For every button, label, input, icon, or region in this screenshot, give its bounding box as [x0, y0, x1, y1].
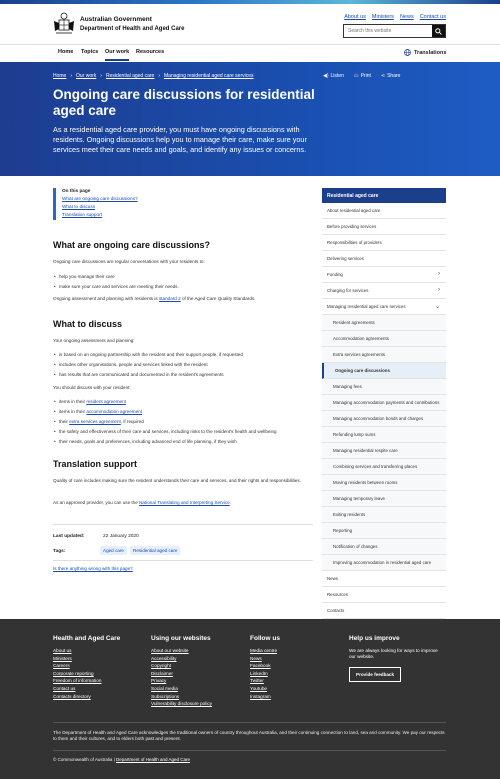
footer-heading: Follow us: [250, 635, 280, 642]
search-input[interactable]: [344, 25, 432, 37]
on-this-page: [53, 188, 173, 220]
divider: [53, 560, 313, 561]
footer-links: [151, 648, 212, 706]
government-crest-icon[interactable]: [53, 11, 75, 35]
footer-link[interactable]: Contacts directory: [53, 693, 91, 699]
sidebar-item-label: Managing temporary leave: [333, 496, 385, 501]
speaker-icon: ◀): [323, 73, 329, 79]
breadcrumb: [53, 73, 254, 79]
chevron-right-icon[interactable]: ›: [438, 271, 440, 277]
footer-link[interactable]: LinkedIn: [250, 670, 268, 676]
footer-col-websites: [151, 635, 212, 709]
sidebar-list: [322, 203, 446, 619]
footer-link[interactable]: Subscriptions: [151, 693, 180, 699]
footer-link[interactable]: Facebook: [250, 663, 271, 669]
breadcrumb-separator: ›: [158, 73, 161, 79]
share-button[interactable]: [381, 73, 401, 79]
list-item: • is based on an ongoing partnership with the resident and their support people, if requested: [59, 352, 313, 357]
list-item: • their needs, goals and preferences, including advanced end of life planning, if they wish: [59, 439, 313, 444]
sidebar-item[interactable]: [322, 331, 446, 347]
sidebar-item-label: News: [327, 576, 338, 581]
sidebar-item[interactable]: [322, 603, 446, 619]
footer-link[interactable]: Twitter: [250, 678, 264, 684]
paragraph: You should discuss with your resident:: [53, 385, 131, 390]
text: items in their: [59, 399, 87, 404]
utility-links: [344, 14, 446, 20]
department-link[interactable]: Department of Health and Aged Care: [116, 757, 191, 762]
search-button[interactable]: [432, 25, 445, 37]
sidebar-item-label: Charging for services: [327, 288, 369, 293]
sidebar-item-label: Funding: [327, 272, 343, 277]
nav-home[interactable]: Home: [58, 49, 74, 55]
text: Ongoing assessment and planning with residents is: [53, 296, 159, 301]
globe-icon: [404, 49, 411, 56]
sidebar-item[interactable]: [322, 475, 446, 491]
sidebar-item[interactable]: [322, 491, 446, 507]
section-heading: Translation support: [53, 459, 138, 469]
sidebar-item-label: Before providing services: [327, 224, 377, 229]
tis-link[interactable]: National Translating and Interpreting Service: [139, 500, 230, 505]
search-box: [343, 24, 446, 38]
site-header: [0, 4, 500, 44]
footer-link[interactable]: Careers: [53, 663, 70, 669]
sidebar-item-label: Managing residential respite care: [333, 448, 398, 453]
translations-button[interactable]: [404, 49, 446, 56]
resident-agreement-link[interactable]: resident agreement: [86, 399, 126, 404]
sidebar-item[interactable]: [322, 235, 446, 251]
list-item: • includes other organisations, people and services linked with the resident: [59, 362, 313, 367]
footer-link[interactable]: Privacy: [151, 678, 167, 684]
listen-label: Listen: [330, 73, 344, 79]
sidebar-item-label: Managing fees: [333, 384, 362, 389]
footer-heading: Help us improve: [349, 635, 400, 642]
sidebar-item-label: Improving accommodation in residential aged care: [333, 560, 432, 565]
about-us-link[interactable]: About us: [344, 14, 366, 20]
breadcrumb-separator: ›: [100, 73, 102, 79]
translations-label: Translations: [414, 49, 447, 56]
breadcrumb-managing-services[interactable]: Managing residential aged care services: [164, 73, 254, 79]
sidebar-item[interactable]: [322, 587, 446, 603]
sidebar-item[interactable]: [322, 267, 446, 283]
breadcrumb-residential-aged-care[interactable]: Residential aged care: [105, 73, 155, 79]
site-footer: [0, 619, 500, 779]
text: , if required: [120, 419, 144, 424]
footer-link[interactable]: Media centre: [250, 648, 278, 653]
sidebar-item[interactable]: [322, 507, 446, 523]
sidebar-item[interactable]: [322, 315, 446, 331]
sidebar-item[interactable]: [322, 347, 446, 363]
nav-our-work[interactable]: Our work: [105, 49, 129, 61]
chevron-down-icon[interactable]: ⌄: [434, 304, 440, 310]
nav-resources[interactable]: Resources: [136, 49, 165, 55]
page-hero: [0, 62, 500, 176]
sidebar-item-label: Refunding lump sums: [333, 432, 376, 437]
sidebar-item[interactable]: [322, 283, 446, 299]
text: of the Aged Care Quality Standards.: [180, 296, 256, 301]
list-item: • the safety and effectiveness of their care and services, including risks to the resident's health and wellbeing: [59, 429, 313, 434]
sidebar-item-label: Managing accommodation payments and contributions: [333, 400, 440, 405]
sidebar-item[interactable]: [322, 203, 446, 219]
tag-aged-care[interactable]: Aged care: [100, 546, 127, 555]
footer-link[interactable]: Vulnerability disclosure policy: [151, 701, 213, 707]
footer-link[interactable]: Contact us: [53, 685, 76, 691]
sidebar-item[interactable]: [322, 411, 446, 427]
contact-us-link[interactable]: Contact us: [419, 14, 446, 20]
sidebar-item-label: Moving residents between rooms: [333, 480, 398, 485]
page-tools: [323, 73, 400, 79]
extra-services-agreement-link[interactable]: extra services agreement: [69, 419, 121, 424]
text: their: [59, 419, 70, 424]
sidebar-item-label: Reporting: [333, 528, 353, 533]
text: items in their: [59, 409, 87, 414]
footer-links: [53, 648, 120, 699]
section-heading: What are ongoing care discussions?: [53, 240, 211, 250]
sidebar-item[interactable]: [322, 459, 446, 475]
footer-col-improve: [349, 635, 439, 682]
standard-2-link[interactable]: standard 2: [158, 296, 181, 301]
sidebar-item-label: Combining services and transferring places: [333, 464, 418, 469]
list-item: • make sure your care and services are meeting their needs.: [59, 284, 313, 289]
government-title: Australian Government: [80, 16, 152, 23]
last-updated-label: Last updated:: [53, 534, 85, 539]
footer-link[interactable]: Instagram: [250, 693, 271, 699]
footer-link[interactable]: News: [250, 655, 262, 661]
sidebar-item-label: Resident agreements: [333, 320, 375, 325]
share-label: Share: [387, 73, 401, 79]
otp-link-what-to-discuss[interactable]: What to discuss: [62, 204, 96, 209]
sidebar-item-label: Notification of changes: [333, 544, 378, 549]
paragraph: Quality of care includes making sure the resident understands their care and services, and their rights and responsibilities.: [53, 478, 301, 483]
footer-col-health: [53, 635, 120, 701]
tag-residential-aged-care[interactable]: Residential aged care: [130, 546, 180, 555]
footer-link[interactable]: Corporate reporting: [53, 670, 94, 676]
print-button[interactable]: [354, 73, 371, 79]
list-item: [59, 409, 313, 414]
page-title: Ongoing care discussions for residential aged care: [53, 87, 315, 118]
breadcrumb-separator: ›: [70, 73, 73, 79]
sidebar-item[interactable]: [322, 539, 446, 555]
footer-link[interactable]: Youtube: [250, 685, 268, 691]
search-icon: [435, 28, 442, 35]
sidebar-item[interactable]: [322, 219, 446, 235]
otp-link-what-are[interactable]: What are ongoing care discussions?: [62, 196, 138, 201]
list-item: [59, 419, 313, 424]
footer-link[interactable]: Accessibility: [151, 655, 177, 661]
footer-divider: [53, 722, 446, 723]
last-updated-value: 22 January 2020: [103, 534, 139, 539]
on-this-page-title: On this page: [62, 188, 91, 193]
ministers-link[interactable]: Ministers: [371, 14, 394, 20]
sidebar-item-label: Contacts: [327, 608, 345, 613]
sidebar-item[interactable]: [322, 395, 446, 411]
copyright-text: © Commonwealth of Australia |: [53, 757, 117, 762]
sidebar-item-label: Accommodation agreements: [333, 336, 389, 341]
text: As an approved provider, you can use the: [53, 500, 140, 505]
sidebar-item[interactable]: [322, 379, 446, 395]
footer-link[interactable]: Social media: [151, 685, 178, 691]
list-item: [59, 399, 313, 404]
sidebar-item-label: About residential aged care: [327, 208, 381, 213]
print-label: Print: [360, 73, 371, 79]
footer-link[interactable]: About our website: [151, 648, 189, 653]
footer-links: [250, 648, 280, 699]
provide-feedback-button[interactable]: Provide feedback: [349, 667, 401, 682]
paragraph: Your ongoing assessment and planning:: [53, 338, 135, 343]
footer-col-follow: [250, 635, 280, 701]
paragraph: [53, 500, 313, 506]
sidebar-item[interactable]: [322, 427, 446, 443]
sidebar-item-label: Extra services agreements: [333, 352, 385, 357]
footer-link[interactable]: Ministers: [53, 655, 72, 661]
share-icon: ⋖: [380, 73, 386, 79]
accommodation-agreement-link[interactable]: accommodation agreement: [86, 409, 142, 414]
list-item: • has results that are communicated and documented in the resident's agreements: [59, 372, 313, 377]
sidebar-item-label: Resources: [327, 592, 348, 597]
otp-link-translation[interactable]: Translation support: [62, 212, 102, 217]
sidebar-item[interactable]: [322, 555, 446, 571]
footer-link[interactable]: About us: [53, 648, 72, 653]
footer-link[interactable]: Copyright: [151, 663, 172, 669]
sidebar-item-label: Delivering services: [327, 256, 364, 261]
sidebar-heading[interactable]: Residential aged care: [322, 188, 446, 203]
listen-button[interactable]: [323, 73, 344, 79]
footer-divider: [53, 750, 446, 751]
section-sidebar: [322, 188, 446, 619]
sidebar-item[interactable]: [322, 571, 446, 587]
news-link[interactable]: News: [399, 14, 414, 20]
sidebar-item[interactable]: [322, 363, 446, 379]
department-title: Department of Health and Aged Care: [80, 26, 185, 32]
tags-label: Tags:: [53, 549, 66, 554]
chevron-right-icon[interactable]: ›: [438, 287, 440, 293]
sidebar-item-label: Ongoing care discussions: [335, 368, 390, 373]
page-lead: As a residential aged care provider, you must have ongoing discussions with residents. Ongoing discussions help you to manage their care, make sure your services meet their care needs and goals, and identify any issues or concerns.: [53, 125, 307, 154]
divider: [53, 524, 313, 525]
printer-icon: ▭: [353, 73, 359, 79]
list-item: • help you manage their care: [59, 274, 313, 279]
sidebar-item[interactable]: [322, 299, 446, 315]
copyright: [53, 757, 190, 762]
sidebar-item[interactable]: [322, 523, 446, 539]
sidebar-item[interactable]: [322, 443, 446, 459]
main-nav: [0, 44, 500, 62]
footer-heading: Using our websites: [151, 635, 211, 642]
footer-heading: Health and Aged Care: [53, 635, 121, 642]
breadcrumb-home[interactable]: Home: [53, 73, 67, 79]
section-heading: What to discuss: [53, 319, 123, 329]
footer-link[interactable]: Disclaimer: [151, 670, 173, 676]
nav-topics[interactable]: Topics: [81, 49, 99, 55]
paragraph: Ongoing care discussions are regular conversations with your residents to:: [53, 259, 205, 264]
acknowledgement-text: The Department of Health and Aged Care acknowledges the traditional owners of country throughout Australia, and their continuing connection to land, sea and community. We pay our respects to them and their cultures, and to elders both past and present.: [53, 730, 445, 742]
paragraph: [53, 296, 313, 302]
sidebar-item[interactable]: [322, 251, 446, 267]
footer-improve-text: We are always looking for ways to improve our website.: [349, 648, 438, 659]
sidebar-item-label: Responsibilities of providers: [327, 240, 382, 245]
breadcrumb-our-work[interactable]: Our work: [76, 73, 97, 79]
footer-link[interactable]: Freedom of information: [53, 678, 102, 684]
text: .: [229, 500, 231, 505]
sidebar-item-label: Managing accommodation bonds and charges: [333, 416, 424, 421]
feedback-link[interactable]: Is there anything wrong with this page?: [53, 566, 133, 571]
sidebar-item-label: Exiting residents: [333, 512, 366, 517]
sidebar-item-label: Managing residential aged care services: [327, 304, 406, 309]
